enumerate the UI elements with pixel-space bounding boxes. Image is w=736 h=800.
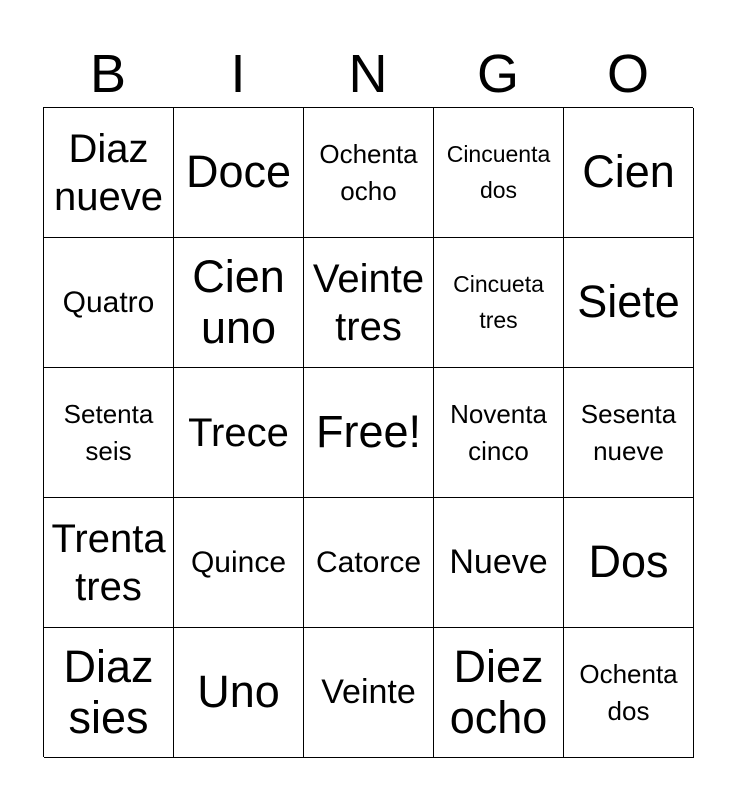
bingo-cell-label: Trece <box>188 410 289 455</box>
bingo-cell-r3-c3[interactable] <box>304 368 434 498</box>
bingo-cell-r1-c1[interactable] <box>44 108 174 238</box>
bingo-cell-r2-c3[interactable] <box>304 238 434 368</box>
bingo-cell-label: Veinte tres <box>312 256 425 349</box>
bingo-cell-label: Quatro <box>62 285 155 319</box>
bingo-cell-r5-c2[interactable] <box>174 628 304 758</box>
bingo-cell-r3-c1[interactable] <box>44 368 174 498</box>
bingo-cell-label: Catorce <box>315 545 422 579</box>
bingo-cell-r1-c3[interactable] <box>304 108 434 238</box>
bingo-cell-r5-c1[interactable] <box>44 628 174 758</box>
bingo-cell-r1-c5[interactable] <box>564 108 694 238</box>
bingo-cell-r4-c5[interactable] <box>564 498 694 628</box>
bingo-cell-r3-c5[interactable] <box>564 368 694 498</box>
bingo-cell-label: Ochenta ocho <box>319 139 418 206</box>
bingo-cell-label: Diaz nueve <box>54 126 163 219</box>
bingo-cell-r4-c3[interactable] <box>304 498 434 628</box>
bingo-cell-label: Nueve <box>449 542 548 581</box>
header-letter-g: G <box>476 44 519 104</box>
header-letter-b: B <box>89 44 127 104</box>
bingo-cell-label: Sesenta nueve <box>580 399 677 466</box>
bingo-cell-label: Cincueta tres <box>453 270 544 333</box>
bingo-cell-label: Quince <box>190 545 287 579</box>
header-letter-i: I <box>230 44 246 104</box>
bingo-cell-r5-c3[interactable] <box>304 628 434 758</box>
bingo-cell-label: Diaz sies <box>63 641 154 743</box>
bingo-cell-r2-c4[interactable] <box>434 238 564 368</box>
bingo-header <box>43 40 693 108</box>
bingo-cell-r3-c2[interactable] <box>174 368 304 498</box>
bingo-cell-label: Cien uno <box>192 251 285 353</box>
bingo-cell-label: Free! <box>315 406 422 458</box>
bingo-cell-label: Diez ocho <box>449 641 548 743</box>
bingo-cell-label: Trenta tres <box>51 516 166 609</box>
header-letter-o: O <box>606 44 649 104</box>
bingo-cell-label: Cien <box>582 146 675 198</box>
bingo-cell-r5-c5[interactable] <box>564 628 694 758</box>
bingo-cell-r4-c4[interactable] <box>434 498 564 628</box>
bingo-cell-label: Ochenta dos <box>579 659 678 726</box>
bingo-cell-label: Siete <box>577 276 680 328</box>
bingo-cell-r4-c1[interactable] <box>44 498 174 628</box>
bingo-cell-r5-c4[interactable] <box>434 628 564 758</box>
bingo-cell-r2-c1[interactable] <box>44 238 174 368</box>
bingo-cell-label: Noventa cinco <box>450 399 547 466</box>
header-letter-n: N <box>348 44 388 104</box>
bingo-cell-r2-c5[interactable] <box>564 238 694 368</box>
bingo-cell-r2-c2[interactable] <box>174 238 304 368</box>
bingo-cell-r1-c2[interactable] <box>174 108 304 238</box>
bingo-cell-label: Uno <box>197 666 280 718</box>
bingo-cell-label: Cincuenta dos <box>446 140 551 203</box>
bingo-cell-r1-c4[interactable] <box>434 108 564 238</box>
bingo-cell-label: Veinte <box>321 672 416 711</box>
bingo-cell-r3-c4[interactable] <box>434 368 564 498</box>
bingo-cell-r4-c2[interactable] <box>174 498 304 628</box>
bingo-board <box>43 107 693 757</box>
bingo-cell-label: Doce <box>185 146 292 198</box>
bingo-cell-label: Dos <box>588 536 669 588</box>
bingo-cell-label: Setenta seis <box>63 399 154 466</box>
